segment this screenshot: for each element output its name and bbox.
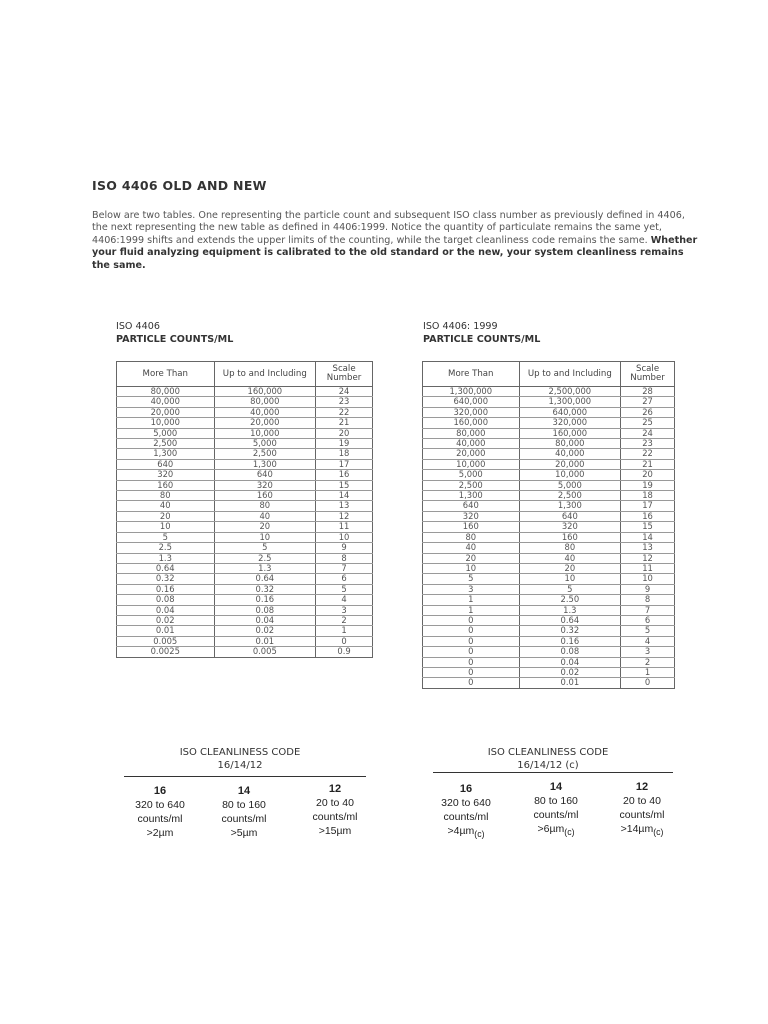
old-table-caption-title: ISO 4406: [116, 321, 160, 332]
table-row: [423, 439, 675, 449]
table-row: [423, 397, 675, 407]
cell-more-than: 160: [117, 480, 215, 490]
table-row: [423, 532, 675, 542]
cell-up-to: 2,500: [519, 491, 621, 501]
cell-up-to: 40,000: [214, 407, 316, 417]
cell-up-to: 20,000: [214, 418, 316, 428]
cell-scale-number: 9: [316, 543, 373, 553]
cell-more-than: 40: [117, 501, 215, 511]
cell-scale-number: 27: [621, 397, 675, 407]
new-code-column-2: 14 80 to 160 counts/ml >6µm$_{(c)}$: [533, 781, 579, 838]
cell-up-to: 5,000: [519, 480, 621, 490]
cell-more-than: 1: [423, 605, 520, 615]
table-row: [117, 574, 373, 584]
cell-more-than: 80: [423, 532, 520, 542]
cell-up-to: 1.3: [519, 605, 621, 615]
cell-scale-number: 7: [316, 563, 373, 573]
cell-scale-number: 21: [621, 459, 675, 469]
cell-scale-number: 3: [316, 605, 373, 615]
cell-more-than: 0.16: [117, 584, 215, 594]
table-row: [423, 626, 675, 636]
new-code-title: ISO CLEANLINESS CODE: [487, 747, 609, 758]
cell-scale-number: 24: [316, 387, 373, 397]
cell-up-to: 80,000: [519, 439, 621, 449]
cell-up-to: 640: [519, 511, 621, 521]
new-code-divider: [433, 772, 673, 773]
cell-up-to: 2.50: [519, 595, 621, 605]
cell-up-to: 0.01: [214, 636, 316, 646]
cell-more-than: 0.0025: [117, 647, 215, 657]
table-row: [423, 667, 675, 677]
cell-up-to: 0.04: [214, 615, 316, 625]
cell-more-than: 1,300: [423, 491, 520, 501]
cell-more-than: 0.64: [117, 563, 215, 573]
cell-up-to: 40: [519, 553, 621, 563]
cell-more-than: 80: [117, 491, 215, 501]
cell-up-to: 10,000: [519, 470, 621, 480]
intro-paragraph: [92, 210, 702, 272]
cell-up-to: 0.64: [519, 615, 621, 625]
cell-up-to: 80: [519, 543, 621, 553]
table-row: [117, 480, 373, 490]
cell-more-than: 20: [117, 511, 215, 521]
cell-scale-number: 18: [621, 491, 675, 501]
cell-more-than: 0: [423, 636, 520, 646]
cell-up-to: 160: [519, 532, 621, 542]
cell-more-than: 10,000: [117, 418, 215, 428]
cell-more-than: 320,000: [423, 407, 520, 417]
new-code-column-3: 12 20 to 40 counts/ml >14µm$_{(c)}$: [619, 781, 665, 838]
cell-up-to: 80,000: [214, 397, 316, 407]
cell-scale-number: 0: [316, 636, 373, 646]
cell-up-to: 40,000: [519, 449, 621, 459]
cell-scale-number: 1: [621, 667, 675, 677]
cell-scale-number: 23: [316, 397, 373, 407]
cell-more-than: 10: [117, 522, 215, 532]
cell-more-than: 0.02: [117, 615, 215, 625]
cell-more-than: 0: [423, 647, 520, 657]
header-more-than: More Than: [423, 362, 520, 387]
cell-more-than: 1.3: [117, 553, 215, 563]
cell-up-to: 320: [519, 522, 621, 532]
table-row: [117, 584, 373, 594]
cell-up-to: 0.32: [519, 626, 621, 636]
table-row: [117, 511, 373, 521]
cell-scale-number: 14: [316, 491, 373, 501]
table-row: [117, 459, 373, 469]
table-row: [423, 459, 675, 469]
table-row: [423, 428, 675, 438]
old-code-column-1: 16 320 to 640 counts/ml >2µm: [135, 785, 185, 839]
new-table-caption-subtitle: PARTICLE COUNTS/ML: [423, 334, 541, 345]
old-code-divider: [124, 776, 366, 777]
table-row: [117, 615, 373, 625]
cell-more-than: 0: [423, 615, 520, 625]
intro-text: Below are two tables. One representing the particle count and subsequent ISO class number as previously defined in 4406, the next representing the new table as defined in 4406:1999. Notice the quantity of particulate remains the same yet, 4406:1999 shifts and extends the upper limits of the counting, while the target cleanliness code remains the same.: [92, 210, 685, 246]
table-row: [423, 387, 675, 397]
cell-more-than: 5: [423, 574, 520, 584]
cell-up-to: 0.005: [214, 647, 316, 657]
cell-more-than: 1,300,000: [423, 387, 520, 397]
table-row: [117, 439, 373, 449]
table-row: [423, 574, 675, 584]
cell-up-to: 0.02: [519, 667, 621, 677]
cell-more-than: 1: [423, 595, 520, 605]
table-row: [117, 553, 373, 563]
old-cleanliness-code-heading: [150, 747, 330, 772]
table-row: [423, 491, 675, 501]
old-table-caption-subtitle: PARTICLE COUNTS/ML: [116, 334, 234, 345]
cell-scale-number: 13: [621, 543, 675, 553]
cell-scale-number: 16: [621, 511, 675, 521]
cell-scale-number: 8: [316, 553, 373, 563]
cell-up-to: 0.04: [519, 657, 621, 667]
cell-scale-number: 9: [621, 584, 675, 594]
table-row: [423, 615, 675, 625]
cell-up-to: 10: [214, 532, 316, 542]
cell-scale-number: 25: [621, 418, 675, 428]
cell-up-to: 5,000: [214, 439, 316, 449]
header-up-to-and-including: Up to and Including: [214, 362, 316, 387]
old-code-title: ISO CLEANLINESS CODE: [179, 747, 301, 758]
cell-scale-number: 3: [621, 647, 675, 657]
cell-more-than: 5: [117, 532, 215, 542]
table-row: [117, 491, 373, 501]
table-row: [117, 407, 373, 417]
cell-scale-number: 0: [621, 678, 675, 688]
old-code-value: 16/14/12: [217, 759, 263, 771]
table-row: [423, 636, 675, 646]
new-table-caption-title: ISO 4406: 1999: [423, 321, 498, 332]
cell-more-than: 10,000: [423, 459, 520, 469]
cell-up-to: 0.64: [214, 574, 316, 584]
cell-scale-number: 6: [621, 615, 675, 625]
table-row: [117, 532, 373, 542]
cell-more-than: 2,500: [117, 439, 215, 449]
cell-scale-number: 11: [316, 522, 373, 532]
cell-up-to: 160,000: [519, 428, 621, 438]
cell-more-than: 3: [423, 584, 520, 594]
cell-up-to: 10: [519, 574, 621, 584]
cell-more-than: 0.04: [117, 605, 215, 615]
cell-scale-number: 17: [621, 501, 675, 511]
table-row: [117, 626, 373, 636]
cell-scale-number: 21: [316, 418, 373, 428]
cell-scale-number: 5: [316, 584, 373, 594]
cell-scale-number: 12: [621, 553, 675, 563]
table-row: [117, 501, 373, 511]
table-row: [423, 595, 675, 605]
cell-up-to: 1,300: [214, 459, 316, 469]
cell-scale-number: 1: [316, 626, 373, 636]
cell-up-to: 640,000: [519, 407, 621, 417]
cell-scale-number: 20: [316, 428, 373, 438]
cell-scale-number: 22: [621, 449, 675, 459]
table-row: [423, 678, 675, 688]
table-row: [423, 480, 675, 490]
table-header-row: [117, 362, 373, 387]
cell-more-than: 320: [117, 470, 215, 480]
table-row: [117, 595, 373, 605]
header-more-than: More Than: [117, 362, 215, 387]
cell-scale-number: 23: [621, 439, 675, 449]
cell-scale-number: 10: [316, 532, 373, 542]
table-row: [117, 647, 373, 657]
cell-more-than: 640: [423, 501, 520, 511]
cell-up-to: 2.5: [214, 553, 316, 563]
cell-more-than: 5,000: [423, 470, 520, 480]
old-code-column-2: 14 80 to 160 counts/ml >5µm: [221, 785, 267, 839]
cell-more-than: 2,500: [423, 480, 520, 490]
cell-more-than: 80,000: [117, 387, 215, 397]
new-code-column-1: 16 320 to 640 counts/ml >4µm$_{(c)}$: [441, 783, 491, 840]
old-particle-table: [116, 361, 373, 658]
table-row: [423, 501, 675, 511]
intro-bold-text: Whether your fluid analyzing equipment is calibrated to the old standard or the new, your system cleanliness remains the same.: [92, 234, 698, 271]
page-title: ISO 4406 OLD AND NEW: [92, 178, 267, 193]
table-row: [117, 397, 373, 407]
header-up-to-and-including: Up to and Including: [519, 362, 621, 387]
table-row: [117, 636, 373, 646]
cell-up-to: 0.08: [214, 605, 316, 615]
table-row: [423, 584, 675, 594]
table-row: [423, 543, 675, 553]
cell-up-to: 160,000: [214, 387, 316, 397]
table-row: [117, 470, 373, 480]
cell-up-to: 80: [214, 501, 316, 511]
cell-scale-number: 18: [316, 449, 373, 459]
cell-scale-number: 26: [621, 407, 675, 417]
cell-scale-number: 16: [316, 470, 373, 480]
cell-more-than: 0: [423, 678, 520, 688]
cell-more-than: 40,000: [117, 397, 215, 407]
cell-up-to: 1.3: [214, 563, 316, 573]
cell-more-than: 0: [423, 667, 520, 677]
cell-more-than: 0.08: [117, 595, 215, 605]
cell-more-than: 20: [423, 553, 520, 563]
table-row: [117, 428, 373, 438]
cell-scale-number: 10: [621, 574, 675, 584]
header-scale-number: Scale Number: [316, 362, 373, 387]
cell-more-than: 5,000: [117, 428, 215, 438]
cell-up-to: 0.02: [214, 626, 316, 636]
cell-more-than: 0.01: [117, 626, 215, 636]
cell-scale-number: 7: [621, 605, 675, 615]
table-row: [423, 522, 675, 532]
cell-scale-number: 0.9: [316, 647, 373, 657]
table-row: [117, 563, 373, 573]
cell-scale-number: 11: [621, 563, 675, 573]
cell-scale-number: 17: [316, 459, 373, 469]
table-row: [423, 449, 675, 459]
cell-more-than: 80,000: [423, 428, 520, 438]
cell-up-to: 5: [214, 543, 316, 553]
cell-more-than: 1,300: [117, 449, 215, 459]
cell-scale-number: 2: [621, 657, 675, 667]
cell-up-to: 0.32: [214, 584, 316, 594]
table-row: [423, 470, 675, 480]
cell-up-to: 0.08: [519, 647, 621, 657]
cell-more-than: 2.5: [117, 543, 215, 553]
cell-scale-number: 6: [316, 574, 373, 584]
cell-scale-number: 12: [316, 511, 373, 521]
table-row: [423, 647, 675, 657]
cell-up-to: 0.16: [519, 636, 621, 646]
cell-more-than: 40: [423, 543, 520, 553]
cell-more-than: 20,000: [117, 407, 215, 417]
cell-up-to: 0.16: [214, 595, 316, 605]
cell-up-to: 160: [214, 491, 316, 501]
new-table-caption: [423, 320, 540, 346]
cell-scale-number: 19: [316, 439, 373, 449]
table-row: [423, 511, 675, 521]
cell-up-to: 5: [519, 584, 621, 594]
cell-more-than: 0.005: [117, 636, 215, 646]
cell-scale-number: 4: [621, 636, 675, 646]
table-row: [423, 407, 675, 417]
cell-more-than: 160: [423, 522, 520, 532]
cell-more-than: 10: [423, 563, 520, 573]
table-row: [117, 387, 373, 397]
cell-up-to: 20: [214, 522, 316, 532]
table-row: [423, 563, 675, 573]
table-row: [117, 522, 373, 532]
old-code-column-3: 12 20 to 40 counts/ml >15µm: [312, 783, 358, 837]
table-header-row: [423, 362, 675, 387]
cell-scale-number: 15: [316, 480, 373, 490]
cell-up-to: 40: [214, 511, 316, 521]
cell-scale-number: 4: [316, 595, 373, 605]
cell-more-than: 0: [423, 657, 520, 667]
table-row: [423, 657, 675, 667]
cell-up-to: 10,000: [214, 428, 316, 438]
cell-up-to: 1,300,000: [519, 397, 621, 407]
cell-up-to: 2,500: [214, 449, 316, 459]
new-cleanliness-code-heading: [458, 747, 638, 772]
cell-scale-number: 28: [621, 387, 675, 397]
cell-scale-number: 22: [316, 407, 373, 417]
header-scale-number: Scale Number: [621, 362, 675, 387]
cell-more-than: 20,000: [423, 449, 520, 459]
cell-up-to: 0.01: [519, 678, 621, 688]
cell-scale-number: 5: [621, 626, 675, 636]
cell-up-to: 640: [214, 470, 316, 480]
new-code-value: 16/14/12 (c): [517, 759, 579, 771]
cell-up-to: 320,000: [519, 418, 621, 428]
cell-scale-number: 15: [621, 522, 675, 532]
cell-up-to: 20: [519, 563, 621, 573]
cell-scale-number: 13: [316, 501, 373, 511]
table-row: [117, 543, 373, 553]
table-row: [423, 553, 675, 563]
old-table-caption: [116, 320, 233, 346]
table-row: [423, 418, 675, 428]
cell-more-than: 0: [423, 626, 520, 636]
cell-up-to: 1,300: [519, 501, 621, 511]
table-row: [117, 418, 373, 428]
cell-scale-number: 20: [621, 470, 675, 480]
cell-more-than: 40,000: [423, 439, 520, 449]
cell-up-to: 20,000: [519, 459, 621, 469]
table-row: [423, 605, 675, 615]
cell-up-to: 2,500,000: [519, 387, 621, 397]
table-row: [117, 605, 373, 615]
new-particle-table: [422, 361, 675, 689]
cell-scale-number: 14: [621, 532, 675, 542]
cell-scale-number: 24: [621, 428, 675, 438]
cell-up-to: 320: [214, 480, 316, 490]
cell-more-than: 320: [423, 511, 520, 521]
cell-more-than: 0.32: [117, 574, 215, 584]
cell-scale-number: 8: [621, 595, 675, 605]
table-row: [117, 449, 373, 459]
cell-more-than: 640: [117, 459, 215, 469]
cell-scale-number: 19: [621, 480, 675, 490]
cell-more-than: 160,000: [423, 418, 520, 428]
cell-scale-number: 2: [316, 615, 373, 625]
cell-more-than: 640,000: [423, 397, 520, 407]
